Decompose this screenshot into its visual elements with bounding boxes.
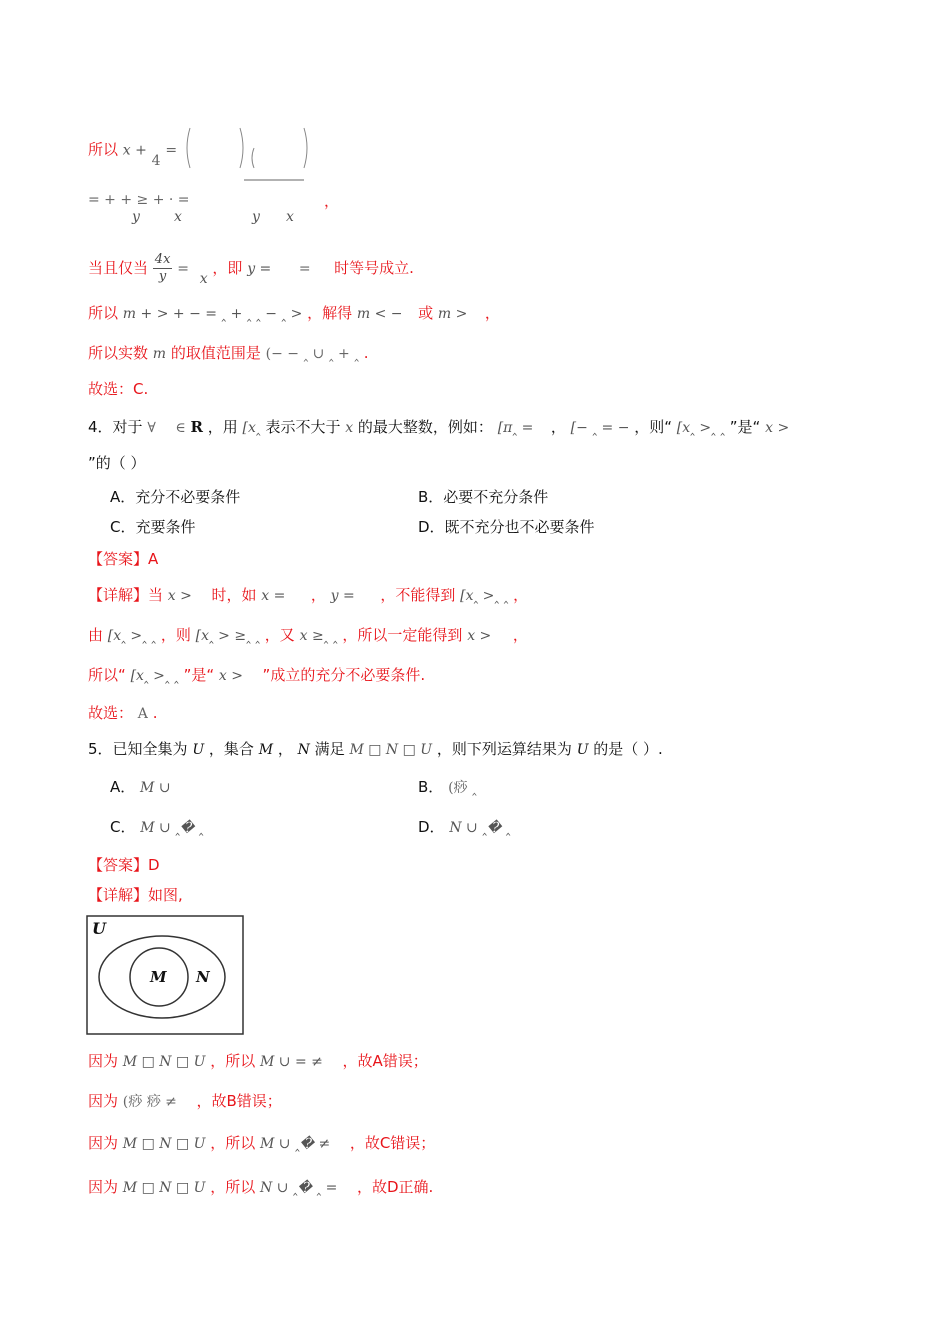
q4-option-b: B．必要不充分条件 bbox=[418, 488, 549, 506]
math-x: x bbox=[345, 420, 354, 436]
text: A． bbox=[110, 778, 136, 796]
text-range-is: 的取值范围是 bbox=[170, 344, 261, 362]
text: ，故D正确. bbox=[356, 1178, 434, 1196]
text: C． bbox=[110, 818, 136, 836]
q4-detail-line3 bbox=[88, 664, 425, 687]
math-chain: = + + ≥ + · = bbox=[88, 192, 190, 208]
comma: ， bbox=[324, 192, 340, 210]
math-four: 4 bbox=[151, 152, 161, 169]
q4-option-a: A．充分不必要条件 bbox=[110, 488, 241, 506]
text: 时，如 bbox=[211, 586, 257, 604]
math-x1: x bbox=[174, 209, 182, 225]
text-so: 所以 bbox=[88, 304, 119, 322]
math-y-eq: y = bbox=[247, 261, 272, 277]
math-x2: x bbox=[286, 209, 294, 225]
text: ， bbox=[277, 740, 293, 758]
text: 因为 bbox=[88, 1178, 119, 1196]
text: 表示不大于 bbox=[265, 418, 341, 436]
math-y2: y bbox=[252, 209, 260, 225]
text: ，所以 bbox=[210, 1178, 256, 1196]
text: 故选： bbox=[88, 704, 134, 722]
venn-label-n: N bbox=[196, 968, 210, 986]
math-condition2: x > bbox=[765, 420, 790, 436]
math: N bbox=[297, 742, 310, 758]
comma: ， bbox=[484, 304, 500, 322]
line-solve-m bbox=[88, 302, 500, 325]
venn-label-m: M bbox=[150, 968, 167, 986]
text: ， bbox=[550, 418, 566, 436]
text: 满足 bbox=[314, 740, 345, 758]
math: M □ N □ U bbox=[349, 742, 433, 758]
text: ，则下列运算结果为 bbox=[436, 740, 572, 758]
text: 【详解】当 bbox=[88, 586, 164, 604]
paren-group bbox=[182, 126, 312, 170]
math: M □ N □ U bbox=[122, 1136, 206, 1152]
q5-reason-d bbox=[88, 1176, 433, 1199]
math: y = bbox=[330, 588, 355, 604]
text: 5．已知全集为 bbox=[88, 740, 188, 758]
math: [x‸ >‸ ‸ bbox=[130, 668, 179, 684]
math-R: R bbox=[190, 418, 203, 436]
q5-reason-b bbox=[88, 1090, 282, 1113]
math: x > bbox=[467, 628, 492, 644]
math-x-plus: x + bbox=[122, 142, 147, 159]
math-x: x bbox=[199, 271, 208, 287]
text: 4．对于 bbox=[88, 418, 143, 436]
line-range bbox=[88, 342, 369, 365]
text-holds: 时等号成立. bbox=[334, 259, 414, 277]
math: [x‸ >‸ ‸ bbox=[107, 628, 157, 644]
math-interval: (− − ‸ ∪ ‸ + ‸ bbox=[265, 346, 359, 362]
math: A bbox=[137, 706, 148, 722]
math-m-less: m < − bbox=[356, 306, 403, 322]
math: U bbox=[192, 742, 205, 758]
math-m: m bbox=[152, 346, 167, 362]
text-when: 当且仅当 bbox=[88, 259, 149, 277]
math-example2: [− ‸ = − bbox=[570, 420, 630, 436]
text: ，用 bbox=[207, 418, 238, 436]
text: 由 bbox=[88, 626, 104, 644]
q5-stem bbox=[88, 738, 663, 761]
text: 因为 bbox=[88, 1134, 119, 1152]
text: ”是“ bbox=[729, 418, 761, 436]
q5-answer: 【答案】D bbox=[88, 856, 160, 874]
math: M ∪ ‸� ‸ bbox=[140, 820, 204, 836]
text-range-prefix: 所以实数 bbox=[88, 344, 149, 362]
text-or: 或 bbox=[418, 304, 434, 322]
text: ， bbox=[513, 586, 529, 604]
math: M bbox=[258, 742, 274, 758]
text: ，故B错误； bbox=[196, 1092, 282, 1110]
text: ， bbox=[512, 626, 528, 644]
math-eq: = bbox=[177, 261, 189, 277]
text: ，则“ bbox=[634, 418, 672, 436]
text: ，故A错误； bbox=[342, 1052, 428, 1070]
math-condition: [x‸ >‸ ‸ bbox=[676, 420, 725, 436]
q5-detail-intro: 【详解】如图, bbox=[88, 886, 183, 904]
q4-stem-line1 bbox=[88, 416, 789, 439]
q4-option-c: C．充要条件 bbox=[110, 518, 196, 536]
text: ，又 bbox=[264, 626, 295, 644]
q5-option-a bbox=[110, 776, 171, 799]
math-eq: = bbox=[165, 142, 178, 159]
math: [x‸ >‸ ‸ bbox=[460, 588, 509, 604]
line-so-x-plus bbox=[88, 128, 312, 172]
math-floor-x: [x‸ bbox=[242, 420, 261, 436]
text: B． bbox=[418, 778, 444, 796]
line-equality-chain bbox=[88, 188, 340, 225]
math-y1: y bbox=[132, 209, 140, 225]
math: M □ N □ U bbox=[122, 1180, 206, 1196]
q4-detail-line1 bbox=[88, 584, 528, 607]
text: ， bbox=[310, 586, 326, 604]
text: ，则 bbox=[160, 626, 191, 644]
math: M □ N □ U bbox=[122, 1054, 206, 1070]
math-forall: ∀ bbox=[147, 420, 156, 436]
text: 因为 bbox=[88, 1092, 119, 1110]
venn-diagram bbox=[86, 915, 246, 1037]
text-so: 所以 bbox=[88, 140, 119, 159]
math: x ≥‸ ‸ bbox=[299, 628, 338, 644]
math: (痧 ‸ bbox=[448, 780, 477, 796]
q5-reason-c bbox=[88, 1132, 435, 1155]
q5-option-b bbox=[418, 776, 477, 799]
q5-reason-a bbox=[88, 1050, 428, 1073]
sqrt-bar bbox=[244, 178, 304, 182]
text: 因为 bbox=[88, 1052, 119, 1070]
line-equality-condition bbox=[88, 252, 414, 285]
math: N ∪ ‸� ‸ = bbox=[260, 1180, 338, 1196]
text: ，故C错误； bbox=[349, 1134, 436, 1152]
q4-stem-line2: ”的（ ） bbox=[88, 454, 146, 472]
text: 的最大整数，例如： bbox=[357, 418, 493, 436]
q4-detail-line2 bbox=[88, 624, 528, 647]
text: ，不能得到 bbox=[380, 586, 456, 604]
period: . bbox=[363, 344, 369, 362]
q4-option-d: D．既不充分也不必要条件 bbox=[418, 518, 595, 536]
math: M ∪ ‸� ≠ bbox=[260, 1136, 331, 1152]
math-example1: [π‸ = bbox=[497, 420, 534, 436]
math: M ∪ bbox=[140, 780, 171, 796]
text: ”成立的充分不必要条件. bbox=[262, 666, 426, 684]
text-ie: ，即 bbox=[212, 259, 243, 277]
math: M ∪ = ≠ bbox=[260, 1054, 323, 1070]
text: 所以“ bbox=[88, 666, 126, 684]
text-solve: ，解得 bbox=[307, 304, 353, 322]
q4-answer: 【答案】A bbox=[88, 550, 159, 568]
math: x > bbox=[218, 668, 243, 684]
venn-label-u: U bbox=[92, 919, 106, 938]
math-eq2: = bbox=[298, 261, 311, 277]
text: ，所以一定能得到 bbox=[342, 626, 463, 644]
q5-option-c bbox=[110, 816, 204, 839]
math: [x‸ > ≥‸ ‸ bbox=[195, 628, 261, 644]
text: . bbox=[152, 704, 158, 722]
math-inequality: m + > + − = ‸ + ‸ ‸ − ‸ > bbox=[122, 306, 303, 322]
math-m-greater: m > bbox=[437, 306, 468, 322]
math-in: ∈ bbox=[175, 420, 186, 436]
text: D． bbox=[418, 818, 445, 836]
math: (痧 痧 ≠ bbox=[122, 1094, 177, 1110]
math: x = bbox=[261, 588, 286, 604]
text: ，所以 bbox=[210, 1052, 256, 1070]
text-choose-c: 故选：C. bbox=[88, 380, 149, 398]
math: N ∪ ‸� ‸ bbox=[449, 820, 511, 836]
fraction-4x-over-y: $\frac{4x}{y}$ bbox=[154, 252, 171, 284]
q4-detail-line4 bbox=[88, 702, 157, 725]
q5-option-d bbox=[418, 816, 511, 839]
text: ”是“ bbox=[183, 666, 215, 684]
math: U bbox=[576, 742, 589, 758]
text: ，集合 bbox=[208, 740, 254, 758]
text: 的是（ ）. bbox=[593, 740, 663, 758]
math: x > bbox=[167, 588, 192, 604]
text: ，所以 bbox=[210, 1134, 256, 1152]
